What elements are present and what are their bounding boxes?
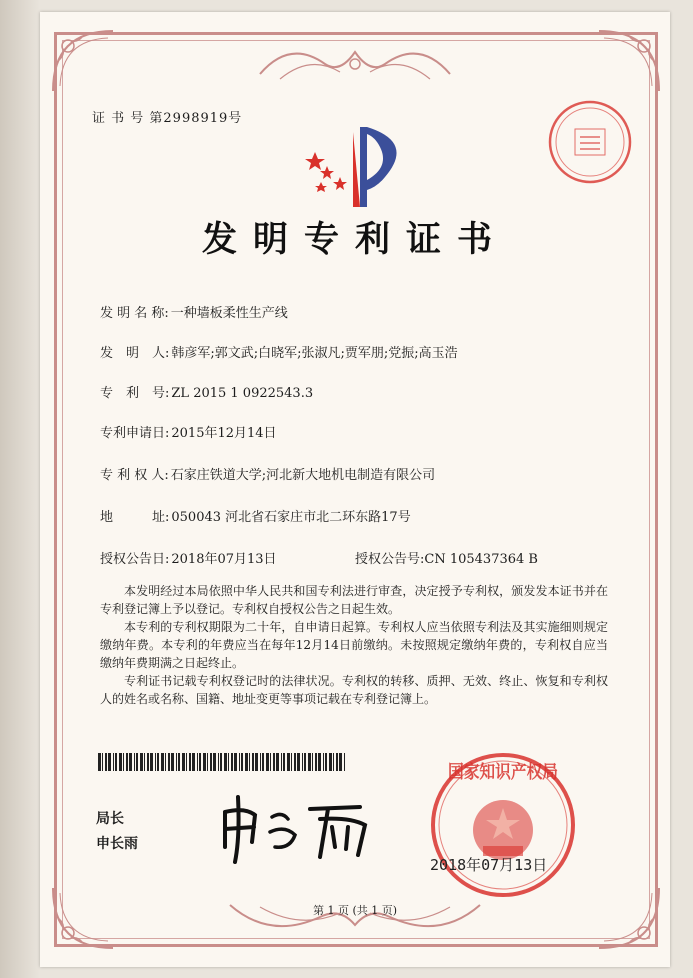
corner-ornament-icon — [48, 26, 118, 96]
barcode-bar — [270, 753, 271, 771]
barcode-bar — [241, 753, 243, 771]
certificate-title: 发明专利证书 — [201, 219, 508, 260]
body-paragraph: 专利证书记载专利权登记时的法律状况。专利权的转移、质押、无效、终止、恢复和专利权人的姓名或名称、国籍、地址变更等事项记载在专利登记簿上。 — [100, 674, 608, 706]
field-filing-date — [100, 422, 277, 441]
field-label: 授权公告号: — [355, 552, 425, 567]
barcode-bar — [165, 753, 166, 771]
barcode-icon — [98, 753, 348, 771]
barcode-bar — [220, 753, 222, 771]
barcode-bar — [228, 753, 229, 771]
barcode-bar — [105, 753, 107, 771]
barcode-bar — [287, 753, 290, 771]
field-value: CN 105437364 B — [424, 552, 538, 567]
field-value: ZL 2015 1 0922543.3 — [171, 386, 314, 401]
field-value: 韩彦军;郭文武;白晓军;张淑凡;贾军朋;党振;高玉浩 — [171, 346, 458, 361]
barcode-bar — [318, 753, 321, 771]
barcode-bar — [339, 753, 342, 771]
barcode-bar — [213, 753, 216, 771]
field-label: 授权公告日: — [100, 552, 170, 567]
barcode-bar — [123, 753, 124, 771]
barcode-bar — [308, 753, 311, 771]
barcode-bar — [186, 753, 187, 771]
barcode-bar — [199, 753, 201, 771]
patent-certificate — [40, 12, 670, 967]
official-seal-icon — [428, 750, 578, 900]
barcode-bar — [178, 753, 180, 771]
barcode-bar — [333, 753, 334, 771]
barcode-bar — [283, 753, 285, 771]
field-invention-name — [100, 302, 288, 321]
field-label: 发 明 人: — [100, 346, 170, 361]
barcode-bar — [218, 753, 219, 771]
barcode-bar — [108, 753, 111, 771]
barcode-bar — [155, 753, 156, 771]
patent-office-logo-icon — [305, 122, 420, 212]
barcode-bar — [325, 753, 327, 771]
director-signature — [210, 787, 380, 867]
barcode-bar — [140, 753, 143, 771]
barcode-bar — [281, 753, 282, 771]
barcode-bar — [119, 753, 122, 771]
barcode-bar — [168, 753, 170, 771]
field-label: 专 利 权 人: — [100, 468, 169, 483]
barcode-bar — [323, 753, 324, 771]
field-label: 地 址: — [100, 510, 170, 525]
barcode-bar — [207, 753, 208, 771]
corner-ornament-icon — [48, 883, 118, 953]
barcode-bar — [126, 753, 128, 771]
barcode-bar — [182, 753, 185, 771]
field-patentee — [100, 464, 435, 483]
barcode-bar — [302, 753, 303, 771]
barcode-bar — [231, 753, 233, 771]
body-paragraph: 本专利的专利权期限为二十年，自申请日起算。专利权人应当依照专利法及其实施细则规定缴纳年费。本专利的年费应当在每年12月14日前缴纳。未按照规定缴纳年费的，专利权自应当缴纳年费期满之日起终止。 — [100, 620, 608, 670]
barcode-bar — [291, 753, 292, 771]
barcode-bar — [224, 753, 227, 771]
barcode-bar — [344, 753, 345, 771]
barcode-bar — [234, 753, 237, 771]
barcode-bar — [336, 753, 338, 771]
director-name: 申长雨 — [96, 836, 138, 852]
barcode-bar — [197, 753, 198, 771]
barcode-bar — [113, 753, 114, 771]
barcode-bar — [134, 753, 135, 771]
tax-stamp-icon — [545, 97, 635, 187]
barcode-bar — [150, 753, 153, 771]
barcode-bar — [189, 753, 191, 771]
barcode-bar — [294, 753, 296, 771]
field-value: 一种墙板柔性生产线 — [170, 306, 288, 321]
barcode-bar — [192, 753, 195, 771]
field-value: 石家庄铁道大学;河北新大地机电制造有限公司 — [170, 468, 436, 483]
page-shadow — [0, 0, 40, 978]
director-title: 局长 — [96, 811, 124, 827]
certificate-body — [100, 582, 608, 708]
barcode-bar — [297, 753, 300, 771]
barcode-bar — [115, 753, 117, 771]
field-inventor — [100, 342, 458, 361]
field-label: 发 明 名 称: — [100, 306, 169, 321]
barcode-bar — [249, 753, 250, 771]
body-paragraph: 本发明经过本局依照中华人民共和国专利法进行审查，决定授予专利权，颁发发本证书并在专利登记簿上予以登记。专利权自授权公告之日起生效。 — [100, 584, 608, 616]
barcode-bar — [161, 753, 164, 771]
corner-ornament-icon — [594, 883, 664, 953]
field-value: 2018年07月13日 — [171, 552, 277, 567]
field-grant-number — [355, 548, 538, 567]
barcode-bar — [129, 753, 132, 771]
barcode-bar — [171, 753, 174, 771]
field-label: 专 利 号: — [100, 386, 170, 401]
certificate-number: 证 书 号 第2998919号 — [92, 111, 243, 126]
barcode-bar — [276, 753, 279, 771]
top-ornament-icon — [250, 34, 460, 94]
barcode-bar — [102, 753, 103, 771]
issue-date: 2018年07月13日 — [430, 856, 548, 874]
barcode-bar — [260, 753, 261, 771]
barcode-bar — [147, 753, 149, 771]
corner-ornament-icon — [594, 26, 664, 96]
field-grant-date — [100, 548, 277, 567]
barcode-bar — [315, 753, 317, 771]
barcode-bar — [273, 753, 275, 771]
barcode-bar — [255, 753, 258, 771]
field-patent-number — [100, 382, 313, 401]
barcode-bar — [252, 753, 254, 771]
barcode-bar — [98, 753, 101, 771]
barcode-bar — [329, 753, 332, 771]
barcode-bar — [304, 753, 306, 771]
barcode-bar — [245, 753, 248, 771]
page-number: 第 1 页 (共 1 页) — [312, 904, 398, 917]
barcode-bar — [262, 753, 264, 771]
barcode-bar — [144, 753, 145, 771]
field-label: 专利申请日: — [100, 426, 170, 441]
barcode-bar — [239, 753, 240, 771]
barcode-bar — [312, 753, 313, 771]
barcode-bar — [157, 753, 159, 771]
field-address — [100, 506, 411, 525]
barcode-bar — [136, 753, 138, 771]
barcode-bar — [203, 753, 206, 771]
barcode-bar — [266, 753, 269, 771]
field-value: 050043 河北省石家庄市北二环东路17号 — [171, 510, 411, 525]
barcode-bar — [210, 753, 212, 771]
seal-text: 国家知识产权局 — [448, 762, 574, 783]
field-value: 2015年12月14日 — [171, 426, 277, 441]
barcode-bar — [176, 753, 177, 771]
